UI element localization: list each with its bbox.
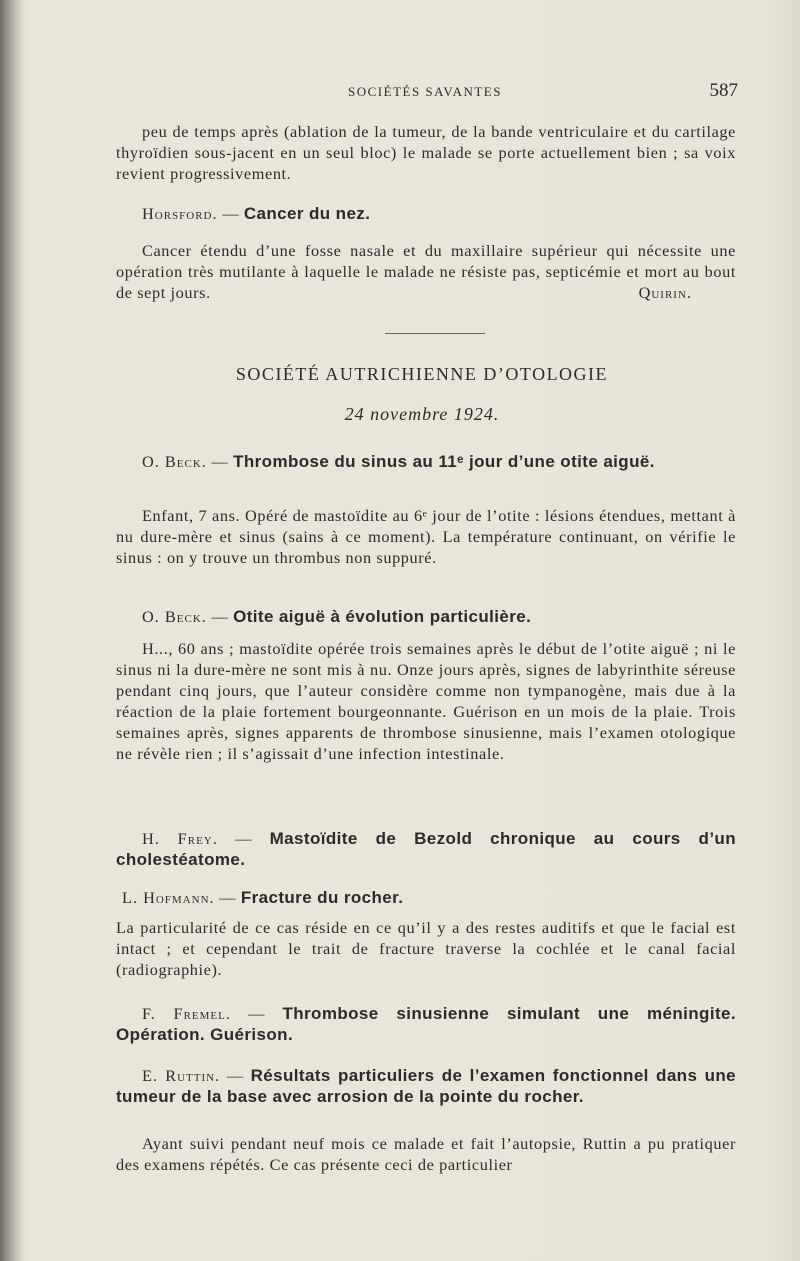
entry-title: Cancer du nez. [243,204,371,223]
entry-title: Thrombose du sinus au 11ᵉ jour d’une otite aiguë. [233,452,655,471]
entry-title: Otite aiguë à évolution particulière. [233,607,532,626]
entry-title: Résultats particuliers de l’examen fonctionnel dans une tumeur de la base avec arrosion de la pointe du rocher. [116,1066,736,1106]
entry-author: O. Beck. [142,452,207,471]
entry-dash: — [219,888,237,907]
entry-body: La particularité de ce cas réside en ce qu’il y a des restes auditifs et que le facial est intact ; et cependant le trait de fracture traverse la cochlée et le canal facial (radiographie). [116,918,736,979]
section-divider [385,333,485,334]
entry-horsford-body [116,240,736,303]
society-title: SOCIÉTÉ AUTRICHIENNE D’OTOLOGIE [235,364,609,384]
entry-dash: — [248,1004,266,1023]
entry-body: H..., 60 ans ; mastoïdite opérée trois semaines après le début de l’otite aiguë ; ni le sinus ni la dure-mère ne sont mis à nu. Onze jours après, signes de labyrinthite séreuse pendant cinq jours, que l’auteur considère comme non tympanogène, mais due à la réaction de la plaie fortement bourgeonnante. Guérison en un mois de la plaie. Trois semaines après, signes apparents de thrombose sinusienne, mais l’examen otologique ne révèle rien ; il s’agissait d’une infection intestinale. [116,639,736,763]
entry-heading [116,887,736,908]
session-date: 24 novembre 1924. [344,404,500,424]
entry-dash: — [211,607,229,626]
entry-body: Ayant suivi pendant neuf mois ce malade et fait l’autopsie, Ruttin a pu pratiquer des examens répétés. Ce cas présente ceci de particulier [116,1134,736,1174]
entry-horsford-heading [116,203,736,224]
entry-author: E. Ruttin. [142,1066,221,1085]
entry-signature: Quirin. [638,283,692,302]
entry-body: Cancer étendu d’une fosse nasale et du maxillaire supérieur qui nécessite une opération très mutilante à laquelle le malade ne résiste pas, septicémie et mort au bout de sept jours. [116,241,736,302]
entry-body: Enfant, 7 ans. Opéré de mastoïdite au 6ᵉ jour de l’otite : lésions étendues, mettant à nu dure-mère et sinus (sains à ce moment). La température continuant, on vérifie le sinus : on y trouve un thrombus non suppuré. [116,506,736,567]
intro-paragraph: peu de temps après (ablation de la tumeur, de la bande ventriculaire et du cartilage thyroïdien sous-jacent en un seul bloc) le malade se porte actuellement bien ; sa voix revient progressivement. [116,122,736,183]
page-number: 587 [709,80,738,101]
entry-heading [116,1003,736,1045]
entry-heading [116,606,736,627]
entry-author: H. Frey. [142,829,218,848]
entry-author: O. Beck. [142,607,207,626]
entry-dash: — [211,452,229,471]
entry-dash: — [235,829,253,848]
entry-title: Fracture du rocher. [240,888,404,907]
entry-heading [116,451,736,472]
entry-title: Thrombose sinusienne simulant une méningite. Opération. Guérison. [116,1004,736,1044]
page-header [112,80,738,104]
entry-heading [116,1065,736,1107]
entry-dash: — [226,1066,244,1085]
entry-author: Horsford. [142,204,218,223]
entry-heading [116,828,736,870]
book-spine-shadow [0,0,24,1261]
entry-author: L. Hofmann. [122,888,215,907]
entry-title: Mastoïdite de Bezold chronique au cours d’un cholestéatome. [116,829,737,869]
running-head: SOCIÉTÉS SAVANTES [348,84,502,99]
entry-dash: — [222,204,240,223]
entry-author: F. Fremel. [142,1004,231,1023]
